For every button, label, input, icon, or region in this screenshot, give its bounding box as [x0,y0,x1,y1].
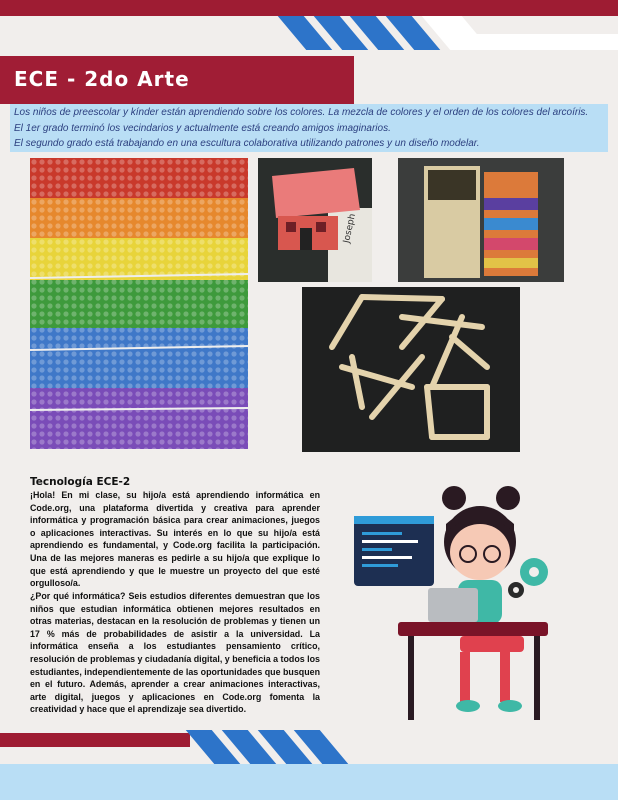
bottom-maroon-bar [0,733,190,747]
title-banner [0,56,354,104]
tech-paragraph-2: ¿Por qué informática? Seis estudios diferentes demuestran que los niños que estudian informática obtienen mejores resultados en otras materias, destacan en la resolución de problemas y tienen un 17 % más de probabilidades de asistir a la universidad. La informática enseña a los estudiantes pensamiento crítico, resolución de problemas y ciudadanía digital, y beneficia a todos los estudiantes, independientemente de las oportunidades que busquen en el futuro. Además, aprender a crear animaciones interactivas, arte digital, juegos y aplicaciones en Code.org fomenta la creatividad y hace que el aprendizaje sea divertido. [30,591,320,715]
page-title: ECE - 2do Arte [14,67,190,91]
bottom-stripes [180,730,380,764]
top-stripes [0,16,618,52]
top-maroon-bar [0,0,618,16]
rainbow-dot-painting-photo [30,158,248,449]
paper-house-photo [258,158,372,282]
house-name-label: Joseph [342,212,358,245]
intro-line-3: El segundo grado está trabajando en una escultura colaborativa utilizando patrones y un diseño modelar. [14,138,480,149]
bottom-light-blue-band [0,764,618,800]
intro-line-1: Los niños de preescolar y kínder están aprendiendo sobre los colores. La mezcla de colores y el orden de los colores del arcoíris. [14,107,589,118]
tech-section-title: Tecnología ECE-2 [30,476,131,488]
popsicle-stick-sculpture-photo [302,287,520,452]
student-coding-illustration [350,480,570,730]
imaginary-friends-photo [398,158,564,282]
intro-box [10,104,608,152]
tech-paragraph-1: ¡Hola! En mi clase, su hijo/a está aprendiendo informática en Code.org, una plataforma divertida y creativa para aprender informática y programación básica para crear animaciones, juegos o aplicaciones interactivas. Su interés en lo que su hijo/a está aprendiendo es fundamental, y Code.org facilita la participación. Una de las mejores maneras es pedirle a su hijo/a que explique lo que está aprendiendo y que le muestre un proyecto del que esté orgulloso/a. [30,490,320,589]
intro-line-2: El 1er grado terminó los vecindarios y actualmente está creando amigos imaginarios. [14,122,391,134]
